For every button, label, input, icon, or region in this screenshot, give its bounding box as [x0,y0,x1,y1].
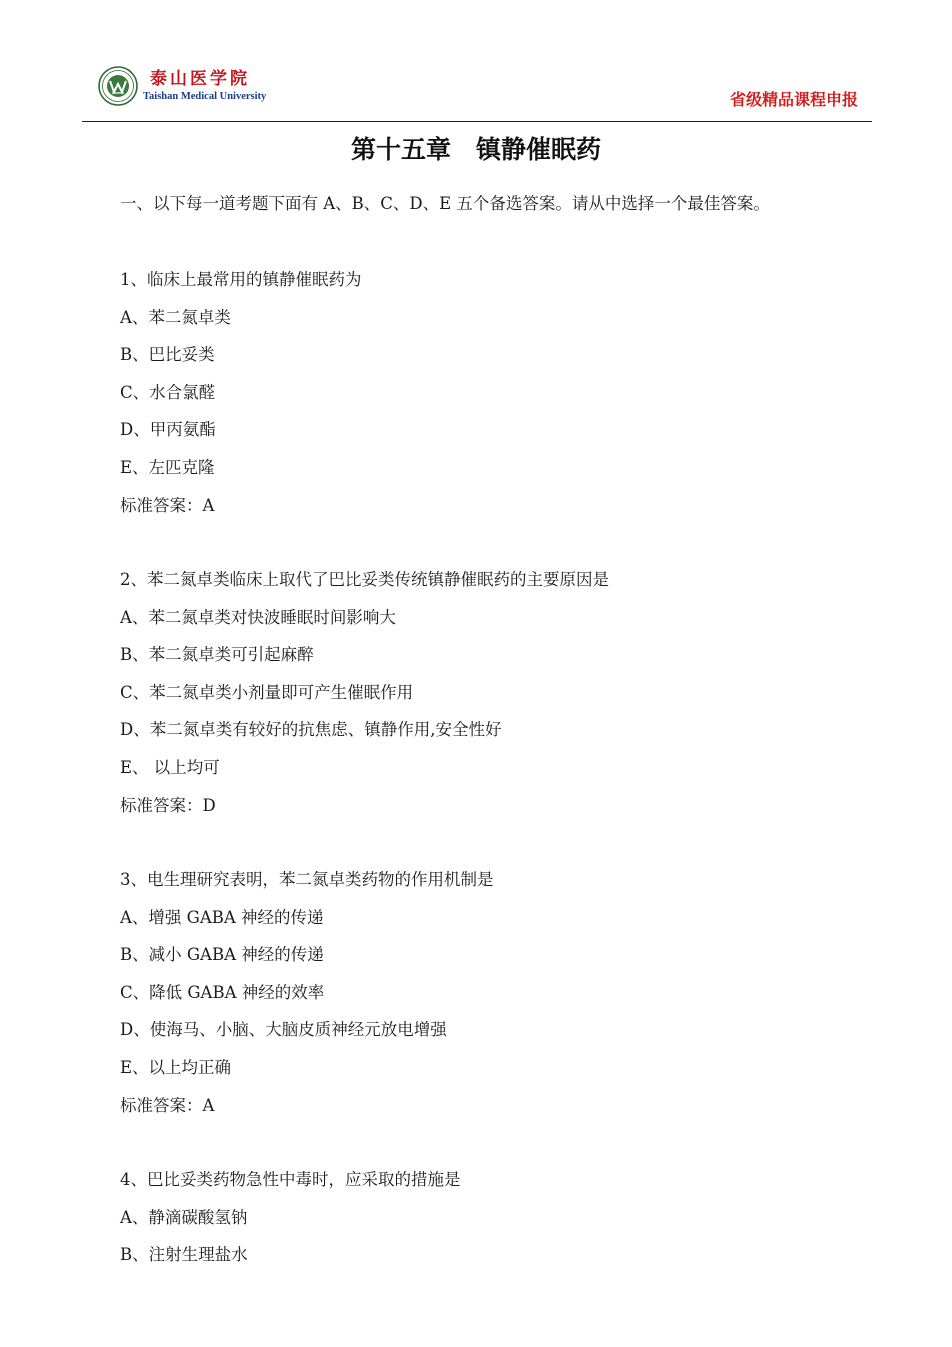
option-e: E、 以上均可 [120,758,220,777]
option-a: A、增强 GABA 神经的传递 [120,908,324,927]
school-name-en: Taishan Medical University [143,91,267,102]
standard-answer: 标准答案：A [120,496,215,515]
option-c: C、水合氯醛 [120,383,216,402]
school-name-cn: 泰山医学院 [150,69,250,89]
option-b: B、苯二氮卓类可引起麻醉 [120,645,314,664]
option-c: C、降低 GABA 神经的效率 [120,983,325,1002]
question-stem: 1、临床上最常用的镇静催眠药为 [120,270,362,289]
option-d: D、苯二氮卓类有较好的抗焦虑、镇静作用,安全性好 [120,720,502,739]
option-a: A、苯二氮卓类 [120,308,231,327]
option-b: B、注射生理盐水 [120,1245,248,1264]
question-stem: 3、电生理研究表明，苯二氮卓类药物的作用机制是 [120,870,494,889]
option-b: B、减小 GABA 神经的传递 [120,945,324,964]
section-instruction: 一、以下每一道考题下面有 A、B、C、D、E 五个备选答案。请从中选择一个最佳答案。 [120,194,770,213]
university-seal-icon [98,66,138,106]
header-divider [82,121,872,122]
option-a: A、静滴碳酸氢钠 [120,1208,248,1227]
standard-answer: 标准答案：A [120,1096,215,1115]
option-a: A、苯二氮卓类对快波睡眠时间影响大 [120,608,396,627]
question-stem: 2、苯二氮卓类临床上取代了巴比妥类传统镇静催眠药的主要原因是 [120,570,609,589]
option-e: E、左匹克隆 [120,458,215,477]
option-e: E、以上均正确 [120,1058,232,1077]
course-badge-text: 省级精品课程申报 [729,90,858,109]
page-header [82,60,872,122]
question-stem: 4、巴比妥类药物急性中毒时，应采取的措施是 [120,1170,461,1189]
option-c: C、苯二氮卓类小剂量即可产生催眠作用 [120,683,414,702]
option-d: D、甲丙氨酯 [120,420,216,439]
chapter-title: 第十五章 镇静催眠药 [350,135,601,164]
standard-answer: 标准答案：D [120,796,216,815]
option-b: B、巴比妥类 [120,345,215,364]
option-d: D、使海马、小脑、大脑皮质神经元放电增强 [120,1020,447,1039]
